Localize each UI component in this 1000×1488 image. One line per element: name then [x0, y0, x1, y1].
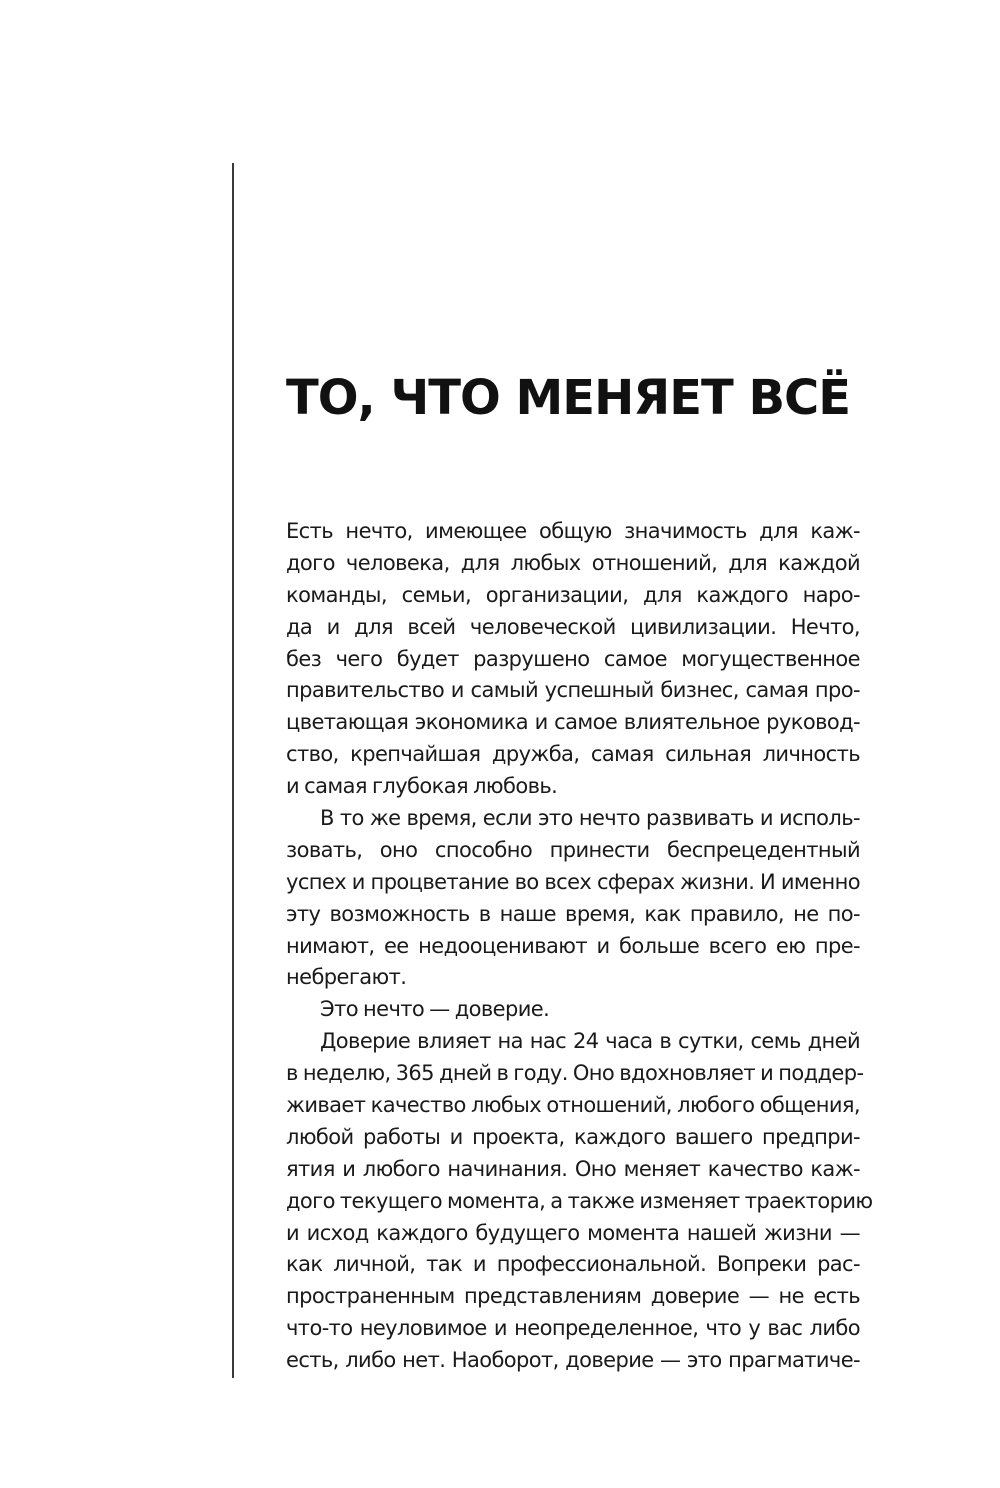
paragraph	[286, 516, 860, 803]
text-line: В то же время, если это нечто развивать и исполь-	[320, 806, 860, 831]
text-line: Есть нечто, имеющее общую значимость для каж-	[286, 519, 860, 543]
margin-rule	[232, 163, 234, 1378]
text-line: и исход каждого будущего момента нашей жизни —	[286, 1220, 860, 1245]
text-line: ятия и любого начинания. Оно меняет качество каж-	[286, 1156, 860, 1181]
text-line: правительство и самый успешный бизнес, самая про-	[286, 678, 860, 703]
text-line: команды, семьи, организации, для каждого наро-	[286, 582, 860, 607]
paragraph	[286, 803, 860, 994]
text-line: ство, крепчайшая дружба, самая сильная личность	[286, 742, 860, 767]
text-line: любой работы и проекта, каждого вашего предпри-	[286, 1124, 860, 1149]
text-line: живает качество любых отношений, любого общения,	[286, 1093, 860, 1118]
text-line: в неделю, 365 дней в году. Оно вдохновляет и поддер-	[286, 1061, 864, 1086]
chapter-title: ТО, ЧТО МЕНЯЕТ ВСЁ	[286, 370, 851, 426]
text-line: успех и процветание во всех сферах жизни. И именно	[286, 869, 860, 894]
body-text	[286, 516, 873, 1377]
text-line: небрегают.	[286, 965, 407, 990]
text-line: без чего будет разрушено самое могущественное	[286, 646, 860, 671]
text-line: зовать, оно способно принести беспрецедентный	[286, 837, 860, 862]
text-line: Это нечто — доверие.	[320, 997, 550, 1022]
text-line: пространенным представлениям доверие — не есть	[286, 1284, 860, 1309]
text-line: нимают, ее недооценивают и больше всего ею пре-	[286, 933, 860, 958]
text-line: Доверие влияет на нас 24 часа в сутки, семь дней	[320, 1029, 860, 1054]
text-line: как личной, так и профессиональной. Вопреки рас-	[286, 1252, 860, 1277]
paragraph	[286, 1026, 873, 1377]
text-line: дого текущего момента, а также изменяет траекторию	[286, 1188, 873, 1213]
text-line: да и для всей человеческой цивилизации. Нечто,	[286, 614, 860, 639]
paragraph	[286, 994, 860, 1026]
text-line: есть, либо нет. Наоборот, доверие — это прагматиче-	[286, 1348, 860, 1373]
text-line: цветающая экономика и самое влиятельное руковод-	[286, 710, 860, 735]
text-line: дого человека, для любых отношений, для каждой	[286, 550, 860, 575]
text-line: эту возможность в наше время, как правило, не по-	[286, 901, 860, 926]
text-line: что-то неуловимое и неопределенное, что у вас либо	[286, 1316, 860, 1341]
text-line: и самая глубокая любовь.	[286, 774, 558, 799]
